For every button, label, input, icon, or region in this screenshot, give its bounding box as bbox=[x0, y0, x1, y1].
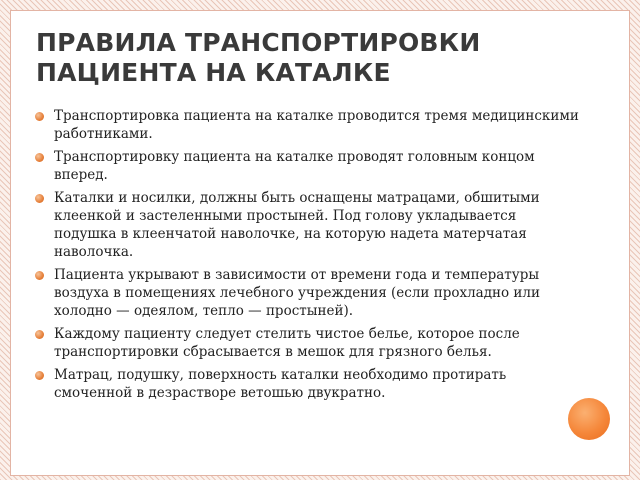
orange-bullet-icon bbox=[35, 330, 44, 339]
bullet-list bbox=[34, 107, 579, 407]
slide-title: ПРАВИЛА ТРАНСПОРТИРОВКИ ПАЦИЕНТА НА КАТАЛКЕ bbox=[36, 28, 481, 87]
orange-circle-icon bbox=[568, 398, 610, 440]
bullet-text: Каждому пациенту следует стелить чистое белье, которое после транспортировки сбрасывается в мешок для грязного белья. bbox=[54, 326, 520, 360]
bullet-text: Транспортировка пациента на каталке проводится тремя медицинскими работниками. bbox=[54, 108, 579, 142]
bullet-item bbox=[34, 189, 579, 261]
orange-bullet-icon bbox=[35, 371, 44, 380]
bullet-item bbox=[34, 325, 579, 361]
orange-bullet-icon bbox=[35, 194, 44, 203]
bullet-text: Матрац, подушку, поверхность каталки необходимо протирать смоченной в дезрастворе ветошью двукратно. bbox=[54, 367, 507, 401]
bullet-item bbox=[34, 148, 579, 184]
bullet-text: Транспортировку пациента на каталке проводят головным концом вперед. bbox=[54, 149, 535, 183]
bullet-item bbox=[34, 366, 579, 402]
bullet-item bbox=[34, 107, 579, 143]
bullet-text: Пациента укрывают в зависимости от времени года и температуры воздуха в помещениях лечебного учреждения (если прохладно или холодно — одеялом, тепло — простыней). bbox=[54, 267, 540, 319]
bullet-item bbox=[34, 266, 579, 320]
bullet-text: Каталки и носилки, должны быть оснащены матрацами, обшитыми клеенкой и застеленными простыней. Под голову укладывается подушка в клеенчатой наволочке, на которую надета матерчатая наволочка. bbox=[54, 190, 540, 260]
orange-bullet-icon bbox=[35, 271, 44, 280]
orange-bullet-icon bbox=[35, 153, 44, 162]
orange-bullet-icon bbox=[35, 112, 44, 121]
